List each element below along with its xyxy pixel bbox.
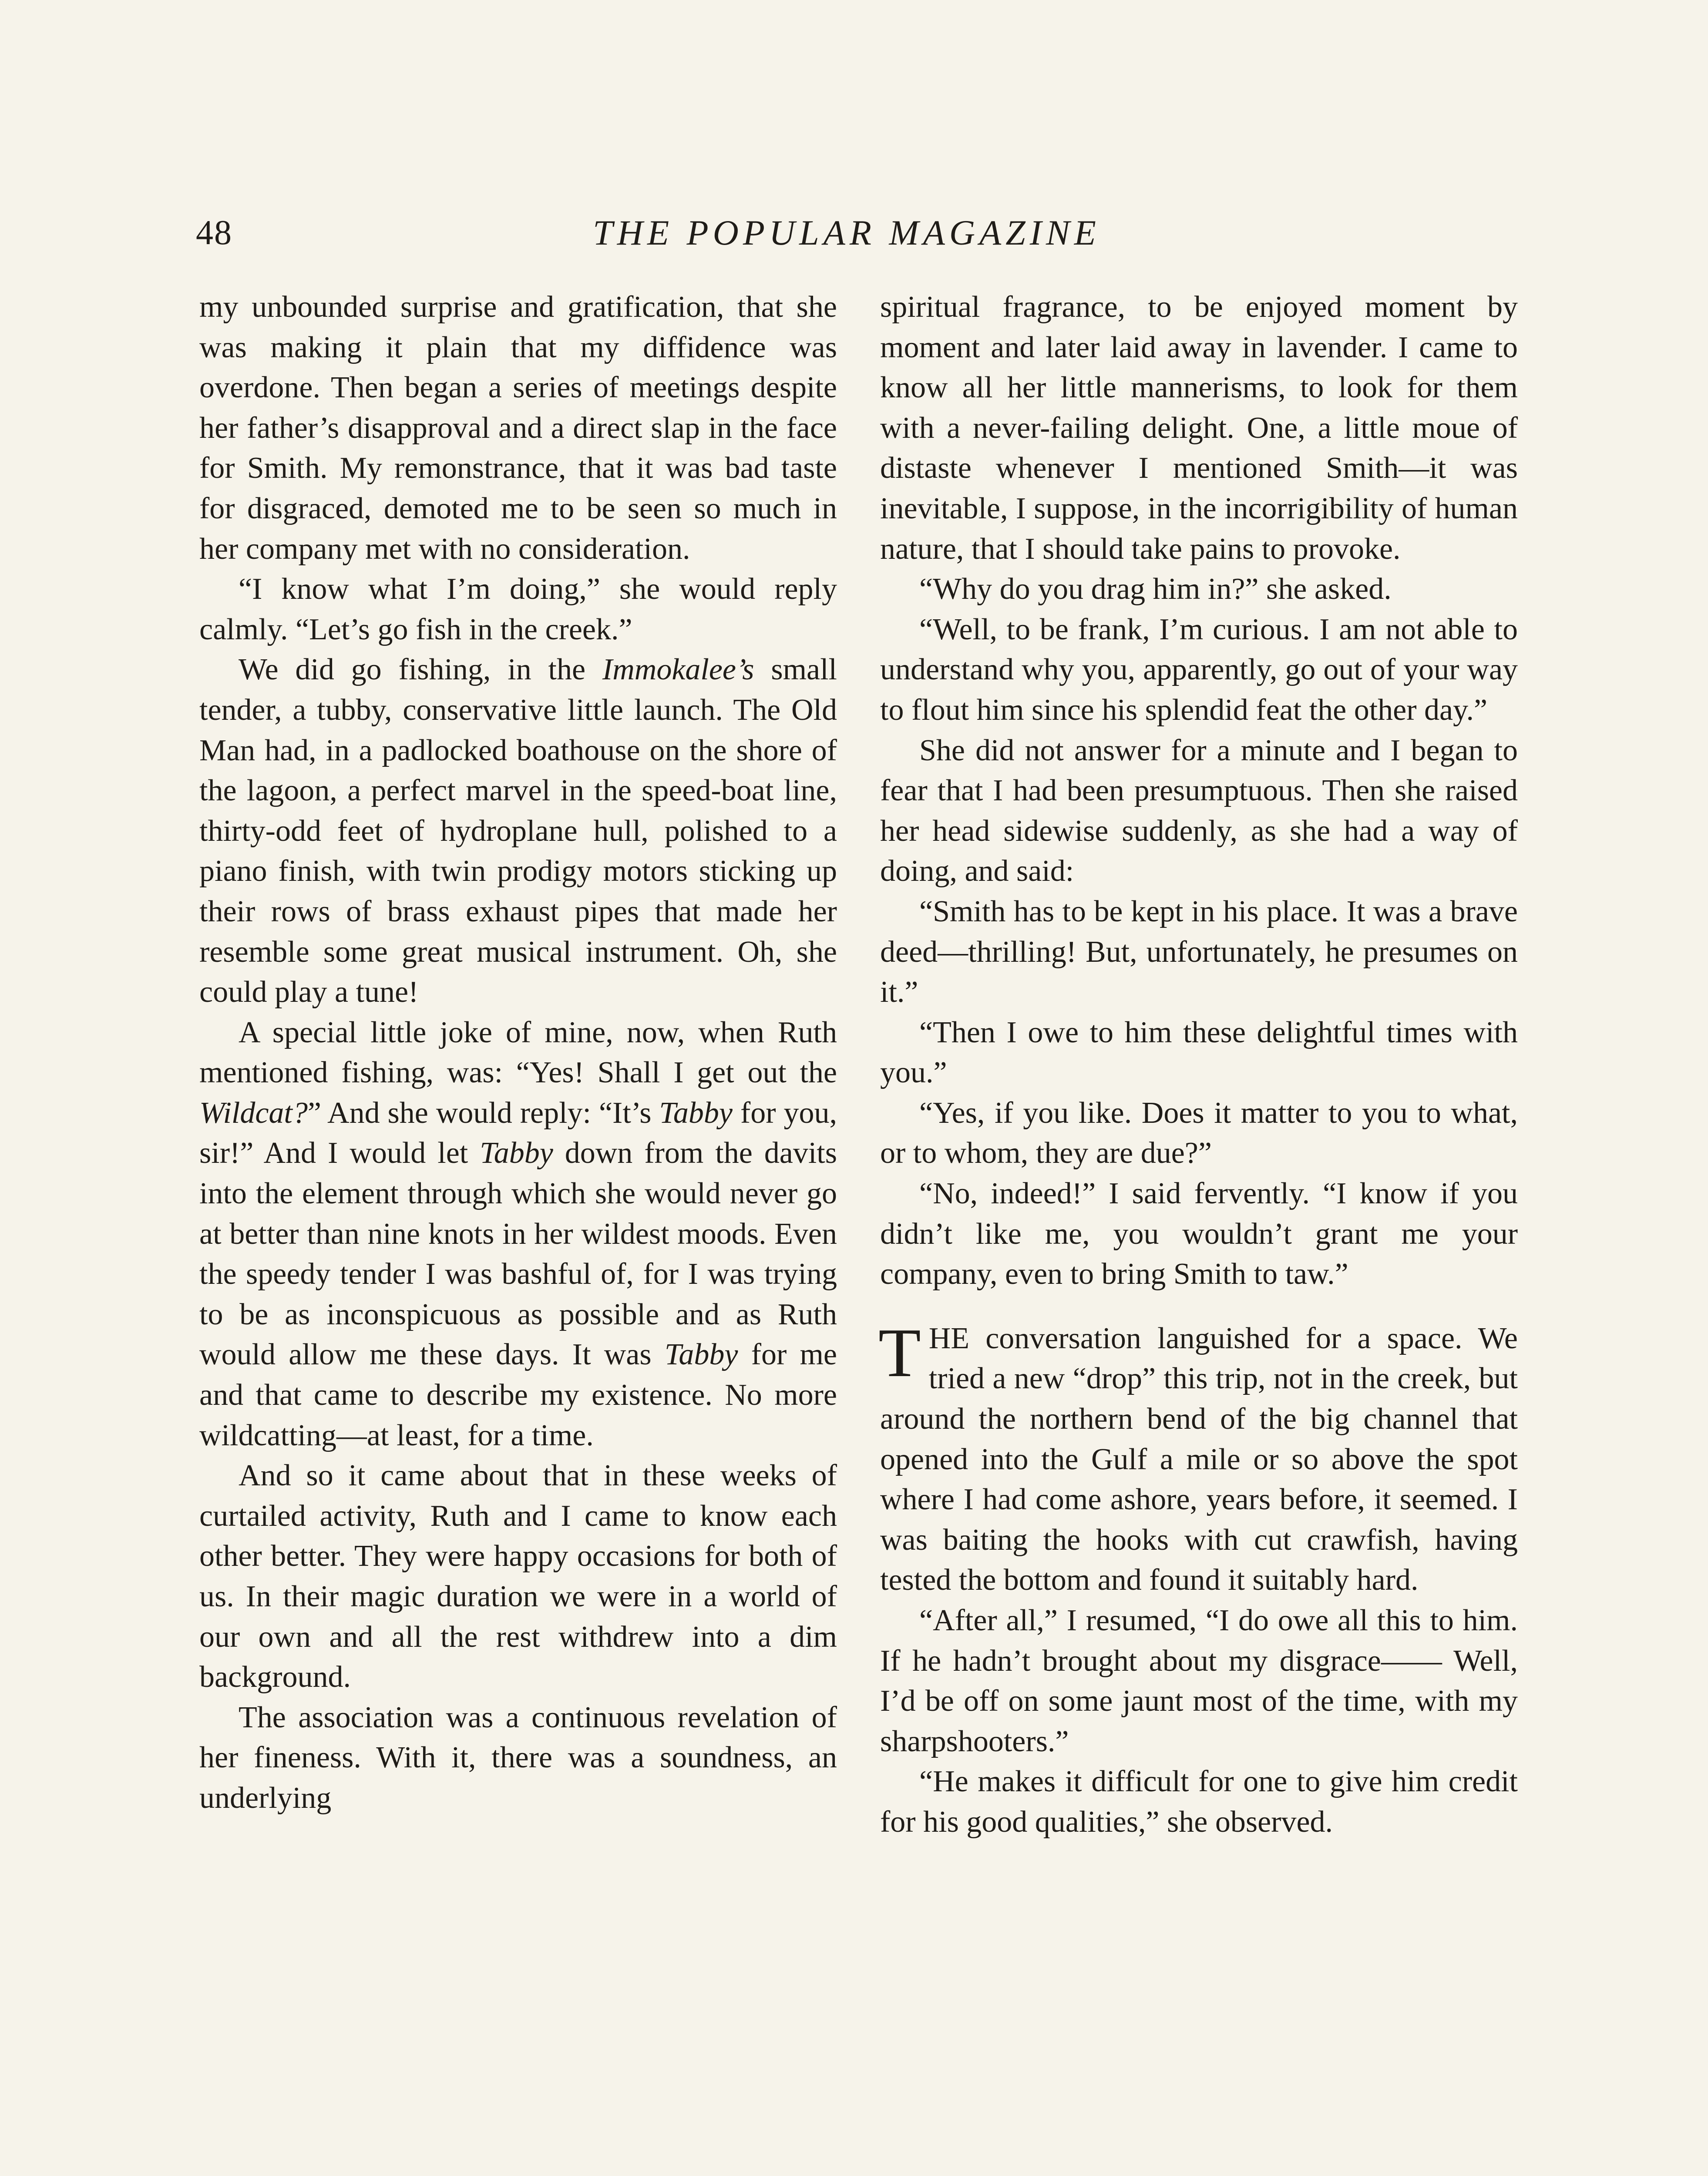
boat-name: Immokalee’s bbox=[602, 653, 754, 687]
paragraph: “I know what I’m doing,” she would reply calmly. “Let’s go fish in the creek.” bbox=[199, 572, 837, 646]
paragraph: “Smith has to be kept in his place. It was a brave deed—thrilling! But, unfortunately, he presumes on it.” bbox=[880, 894, 1518, 1009]
paragraph: “Why do you drag him in?” she asked. bbox=[919, 572, 1392, 606]
page-header bbox=[196, 209, 1497, 261]
paragraph: “Then I owe to him these delightful times with you.” bbox=[880, 1015, 1518, 1090]
left-column bbox=[199, 287, 837, 1819]
drop-cap: T bbox=[878, 1313, 921, 1391]
section-opening-paragraph: THE conversation languished for a space. We tried a new “drop” this trip, not in the creek, but around the northern bend of the big channel that opened into the Gulf a mile or so above the spot where I had come ashore, years before, it seemed. I was baiting the hooks with cut crawfish, having tested the bottom and found it suitably hard. bbox=[878, 1313, 1518, 1597]
paragraph: “After all,” I resumed, “I do owe all this to him. If he hadn’t brought about my disgrace—— Well, I’d be off on some jaunt most of the time, with my sharpshooters.” bbox=[880, 1604, 1518, 1758]
paragraph: “He makes it difficult for one to give him credit for his good qualities,” she observed. bbox=[880, 1765, 1518, 1839]
paragraph: A special little joke of mine, now, when Ruth mentioned fishing, was: “Yes! Shall I get out the Wildcat?” And she would reply: “It’s Tabby for you, sir!” And I would let Tabby down from the davits into the element through which she would never go at better than nine knots in her wildest moods. Even the speedy tender I was bashful of, for I was trying to be as inconspicuous as possible and as Ruth would allow me these days. It was Tabby for me and that came to describe my existence. No more wildcatting—at least, for a time. bbox=[199, 1015, 837, 1452]
right-column bbox=[880, 287, 1518, 1843]
boat-name: Wildcat? bbox=[199, 1096, 308, 1130]
paragraph: spiritual fragrance, to be enjoyed moment by moment and later laid away in lavender. I came to know all her little mannerisms, to look for them with a never-failing delight. One, a little moue of distaste whenever I mentioned Smith—it was inevitable, I suppose, in the incorrigibility of human nature, that I should take pains to provoke. bbox=[880, 290, 1518, 566]
boat-name: Tabby bbox=[480, 1136, 553, 1170]
page-number: 48 bbox=[196, 214, 232, 252]
boat-name: Tabby bbox=[664, 1338, 738, 1372]
paragraph: my unbounded surprise and gratification, that she was making it plain that my diffidence was overdone. Then began a series of meetings despite her father’s disapproval and a direct slap in the face for Smith. My remonstrance, that it was bad taste for disgraced, demoted me to be seen so much in her company met with no consideration. bbox=[199, 290, 837, 566]
paragraph: She did not answer for a minute and I began to fear that I had been presumptuous. Then she raised her head sidewise suddenly, as she had a way of doing, and said: bbox=[880, 733, 1518, 888]
paragraph: We did go fishing, in the Immokalee’s small tender, a tubby, conservative little launch. The Old Man had, in a padlocked boathouse on the shore of the lagoon, a perfect marvel in the speed-boat line, thirty-odd feet of hydroplane hull, polished to a piano finish, with twin prodigy motors sticking up their rows of brass exhaust pipes that made her resemble some great musical instrument. Oh, she could play a tune! bbox=[199, 653, 837, 1009]
paragraph: The association was a continuous revelation of her fineness. With it, there was a soundness, an underlying bbox=[199, 1700, 837, 1815]
paragraph: “No, indeed!” I said fervently. “I know if you didn’t like me, you wouldn’t grant me your company, even to bring Smith to taw.” bbox=[880, 1177, 1518, 1291]
boat-name: Tabby bbox=[659, 1096, 733, 1130]
paragraph: “Yes, if you like. Does it matter to you to what, or to whom, they are due?” bbox=[880, 1096, 1518, 1170]
running-head: THE POPULAR MAGAZINE bbox=[593, 213, 1100, 252]
paragraph: And so it came about that in these weeks of curtailed activity, Ruth and I came to know each other better. They were happy occasions for both of us. In their magic duration we were in a world of our own and all the rest withdrew into a dim background. bbox=[199, 1459, 837, 1694]
paragraph: “Well, to be frank, I’m curious. I am not able to understand why you, apparently, go out of your way to flout him since his splendid feat the other day.” bbox=[880, 612, 1518, 727]
